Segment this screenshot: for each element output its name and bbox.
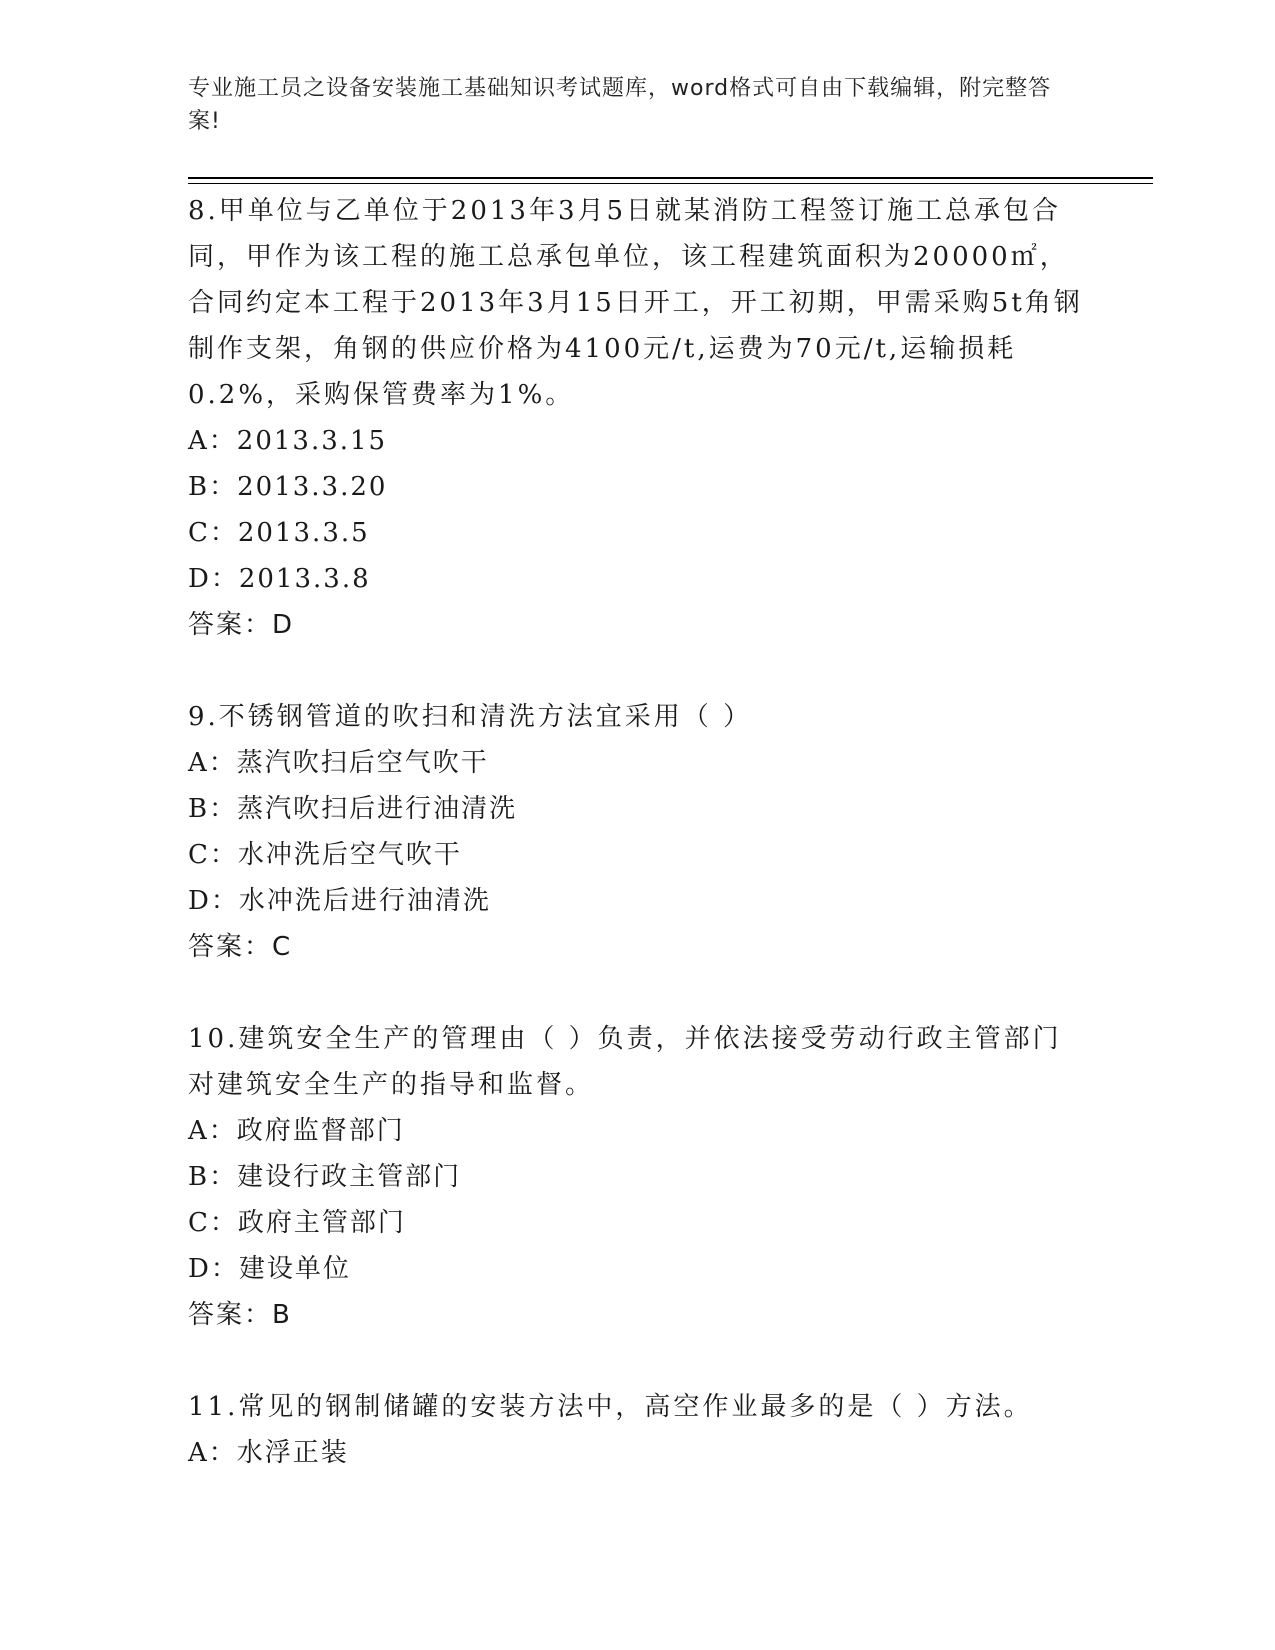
- question-text: 10.建筑安全生产的管理由（ ）负责，并依法接受劳动行政主管部门对建筑安全生产的指导和监督。: [188, 1024, 1062, 1100]
- option-d: D：2013.3.8: [188, 564, 371, 594]
- question-spacer: [188, 970, 1088, 1016]
- header-divider-thin: [188, 183, 1153, 184]
- option-b: B：蒸汽吹扫后进行油清洗: [188, 794, 518, 824]
- option-b: B：建设行政主管部门: [188, 1162, 462, 1192]
- option-a: A：水浮正装: [188, 1438, 349, 1468]
- question-text: 8.甲单位与乙单位于2013年3月5日就某消防工程签订施工总承包合同，甲作为该工程的施工总承包单位，该工程建筑面积为20000㎡，合同约定本工程于2013年3月15日开工，开工初期，甲需采购5t角钢制作支架，角钢的供应价格为4100元/t,运费为70元/t,运输损耗0.2%，采购保管费率为1%。: [188, 196, 1083, 410]
- question-text: 11.常见的钢制储罐的安装方法中，高空作业最多的是（ ）方法。: [188, 1392, 1033, 1422]
- question-11: [188, 1384, 1088, 1476]
- question-spacer: [188, 648, 1088, 694]
- option-a: A：2013.3.15: [188, 426, 388, 456]
- question-9: [188, 694, 1088, 970]
- answer-line: 答案：C: [188, 932, 293, 962]
- question-10: [188, 1016, 1088, 1338]
- question-list: [188, 188, 1088, 1476]
- question-spacer: [188, 1338, 1088, 1384]
- option-d: D：建设单位: [188, 1254, 351, 1284]
- question-8: [188, 188, 1088, 648]
- document-header: 专业施工员之设备安装施工基础知识考试题库，word格式可自由下载编辑，附完整答案!: [188, 76, 1052, 134]
- option-a: A：政府监督部门: [188, 1116, 405, 1146]
- option-d: D：水冲洗后进行油清洗: [188, 886, 491, 916]
- header-divider-thick: [188, 177, 1153, 179]
- option-c: C：水冲洗后空气吹干: [188, 840, 462, 870]
- option-c: C：政府主管部门: [188, 1208, 406, 1238]
- answer-line: 答案：B: [188, 1300, 292, 1330]
- option-c: C：2013.3.5: [188, 518, 370, 548]
- question-text: 9.不锈钢管道的吹扫和清洗方法宜采用（ ）: [188, 702, 753, 732]
- option-b: B：2013.3.20: [188, 472, 388, 502]
- answer-line: 答案：D: [188, 610, 295, 640]
- option-a: A：蒸汽吹扫后空气吹干: [188, 748, 489, 778]
